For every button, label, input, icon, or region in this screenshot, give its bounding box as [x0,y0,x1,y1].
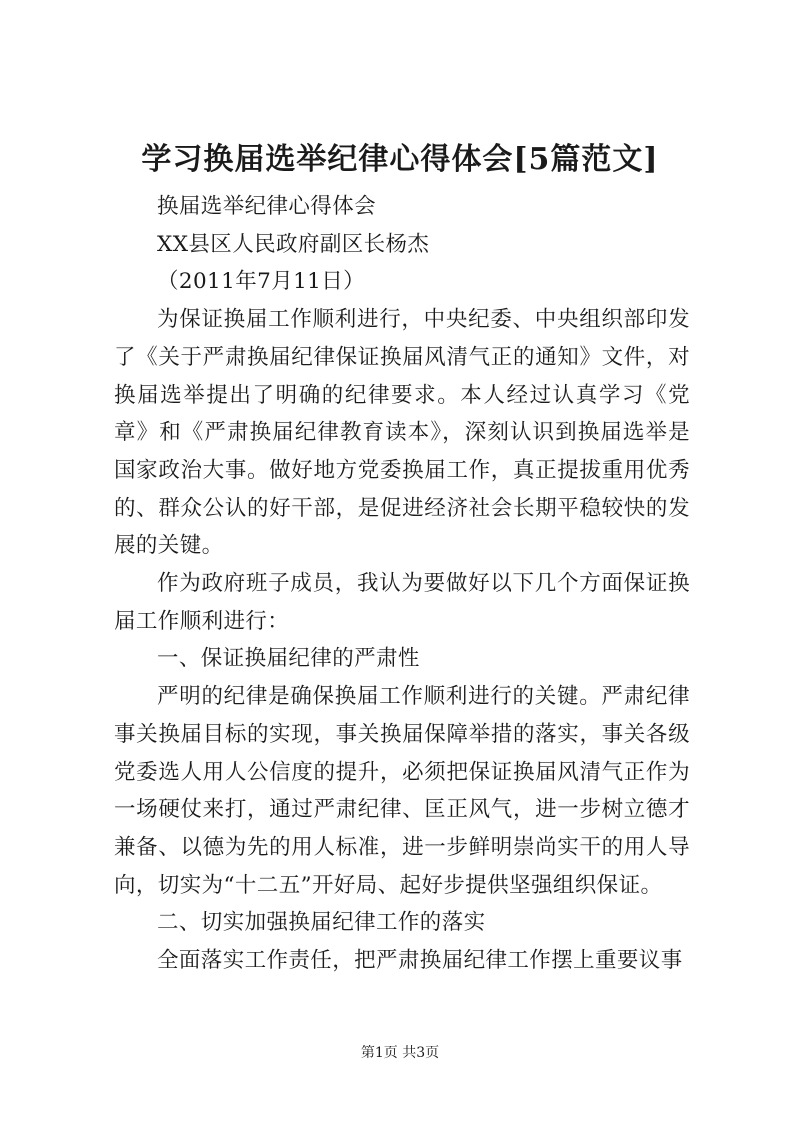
document-author: XX县区人民政府副区长杨杰 [157,231,430,257]
document-date: （2011年7月11日） [157,269,366,295]
paragraph: 严明的纪律是确保换届工作顺利进行的关键。严肃纪律事关换届目标的实现，事关换届保障举措的落实，事关各级党委选人用人公信度的提升，必须把保证换届风清气正作为一场硬仗来打，通过严肃纪律、匡正风气，进一步树立德才兼备、以德为先的用人标准，进一步鲜明崇尚实干的用人导向，切实为“十二五”开好局、起好步提供坚强组织保证。 [114,684,690,898]
document-title: 学习换届选举纪律心得体会[5篇范文] [141,142,659,177]
section-heading: 一、保证换届纪律的严肃性 [157,646,420,672]
paragraph: 全面落实工作责任，把严肃换届纪律工作摆上重要议事 [157,948,683,974]
paragraph: 作为政府班子成员，我认为要做好以下几个方面保证换届工作顺利进行： [114,571,690,634]
section-heading: 二、切实加强换届纪律工作的落实 [157,910,486,936]
page-number-footer: 第1页 共3页 [360,1045,440,1061]
document-body [114,188,690,980]
document-subtitle: 换届选举纪律心得体会 [157,194,377,219]
paragraph: 为保证换届工作顺利进行，中央纪委、中央组织部印发了《关于严肃换届纪律保证换届风清气正的通知》文件，对换届选举提出了明确的纪律要求。本人经过认真学习《党章》和《严肃换届纪律教育读本》，深刻认识到换届选举是国家政治大事。做好地方党委换届工作，真正提拔重用优秀的、群众公认的好干部，是促进经济社会长期平稳较快的发展的关键。 [114,307,690,559]
